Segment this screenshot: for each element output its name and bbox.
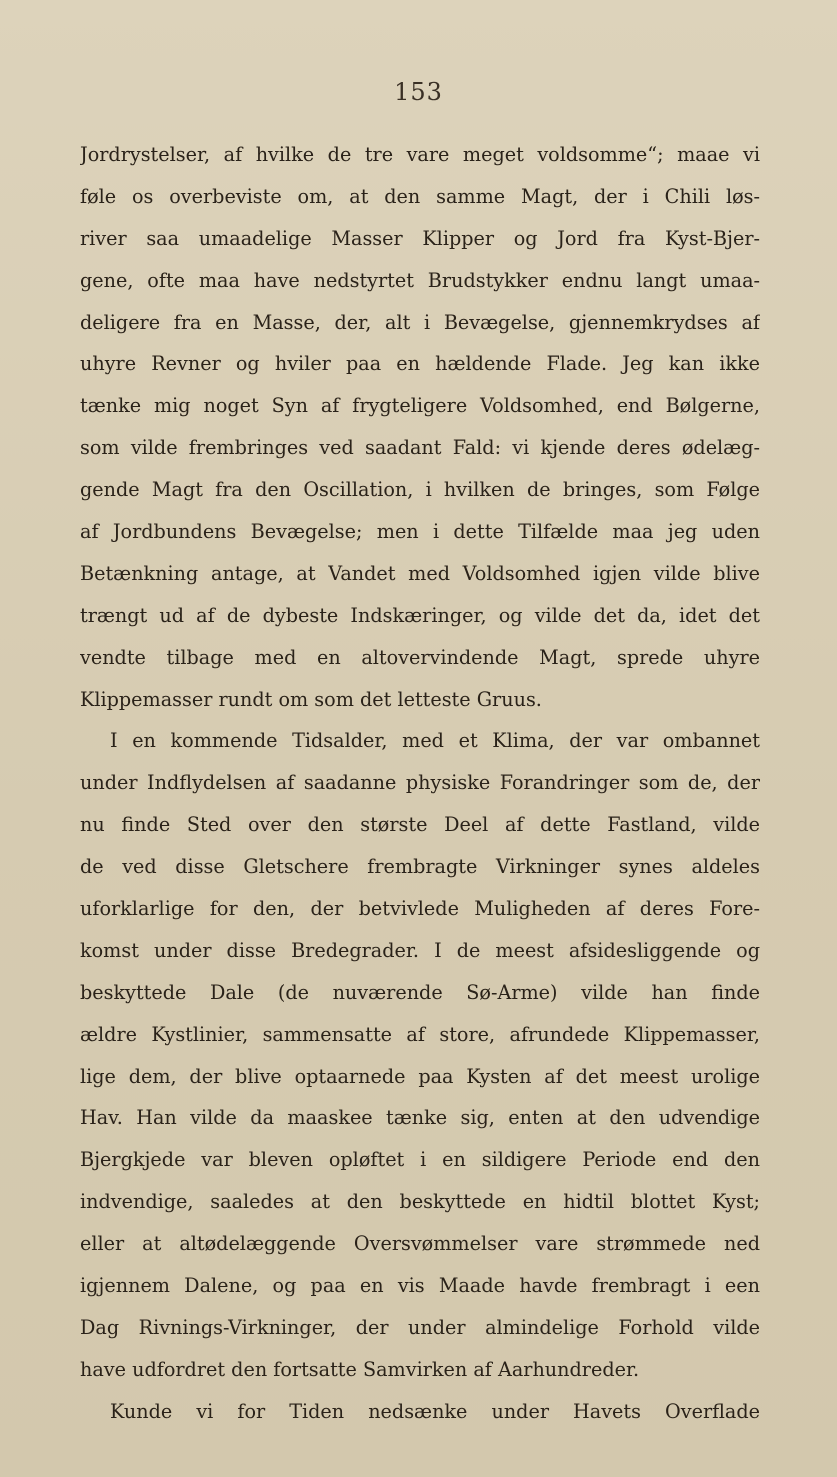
text-line: Bjergkjede var bleven opløftet i en sildigere Periode end den (80, 1148, 760, 1172)
page-number: 153 (394, 78, 443, 106)
text-line: trængt ud af de dybeste Indskæringer, og vilde det da, idet det (80, 603, 760, 627)
text-line: indvendige, saaledes at den beskyttede en hidtil blottet Kyst; (80, 1190, 760, 1214)
text-line: lige dem, der blive optaarnede paa Kysten af det meest urolige (80, 1064, 760, 1088)
body-text (80, 134, 760, 1433)
text-line: Kunde vi for Tiden nedsænke under Havets Overflade (110, 1399, 760, 1423)
text-line: vendte tilbage med en altovervindende Magt, sprede uhyre (80, 645, 760, 669)
text-line: river saa umaadelige Masser Klipper og Jord fra Kyst-Bjer- (80, 226, 760, 250)
text-line: beskyttede Dale (de nuværende Sø-Arme) vilde han finde (80, 980, 760, 1004)
text-line: føle os overbeviste om, at den samme Magt, der i Chili løs- (80, 184, 760, 208)
text-line: nu finde Sted over den største Deel af dette Fastland, vilde (80, 813, 760, 837)
text-line: I en kommende Tidsalder, med et Klima, der var ombannet (110, 729, 760, 753)
text-line: Jordrystelser, af hvilke de tre vare meget voldsomme“; maae vi (80, 143, 760, 166)
text-line: under Indflydelsen af saadanne physiske Forandringer som de, der (80, 771, 760, 795)
text-line: Betænkning antage, at Vandet med Voldsomhed igjen vilde blive (80, 561, 760, 585)
text-line: tænke mig noget Syn af frygteligere Voldsomhed, end Bølgerne, (80, 394, 760, 418)
text-line: deligere fra en Masse, der, alt i Bevægelse, gjennemkrydses af (80, 310, 760, 334)
text-line: Dag Rivnings-Virkninger, der under almindelige Forhold vilde (80, 1315, 760, 1339)
text-line: gene, ofte maa have nedstyrtet Brudstykker endnu langt umaa- (80, 268, 760, 292)
text-line: ældre Kystlinier, sammensatte af store, afrundede Klippemasser, (80, 1022, 760, 1046)
text-line: igjennem Dalene, og paa en vis Maade havde frembragt i een (80, 1274, 760, 1298)
text-line: have udfordret den fortsatte Samvirken af Aarhundreder. (80, 1357, 640, 1381)
text-line: uforklarlige for den, der betvivlede Muligheden af deres Fore- (80, 897, 760, 921)
text-line: Klippemasser rundt om som det letteste Gruus. (80, 687, 542, 711)
text-line: uhyre Revner og hviler paa en hældende Flade. Jeg kan ikke (80, 352, 760, 376)
text-line: de ved disse Gletschere frembragte Virkninger synes aldeles (80, 855, 760, 879)
text-line: Hav. Han vilde da maaskee tænke sig, enten at den udvendige (80, 1106, 760, 1130)
text-line: gende Magt fra den Oscillation, i hvilken de bringes, som Følge (80, 478, 760, 502)
text-line: af Jordbundens Bevægelse; men i dette Tilfælde maa jeg uden (80, 520, 760, 544)
text-line: som vilde frembringes ved saadant Fald: vi kjende deres ødelæg- (80, 436, 760, 460)
text-line: eller at altødelæggende Oversvømmelser vare strømmede ned (80, 1232, 760, 1256)
text-line: komst under disse Bredegrader. I de meest afsidesliggende og (80, 938, 760, 962)
